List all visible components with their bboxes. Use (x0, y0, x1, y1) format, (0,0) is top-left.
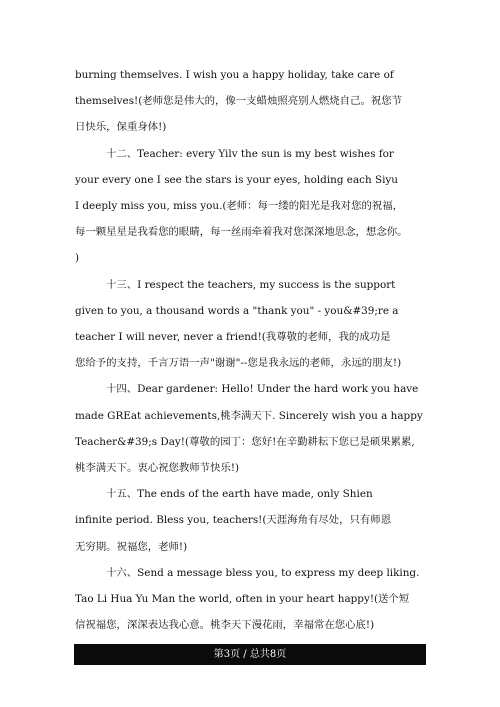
paragraph-start-line: 十六、Send a message bless you, to express my deep liking. (106, 566, 420, 579)
page-number-label: 第3页 / 总共8页 (213, 649, 287, 660)
paragraph-start-line: 十四、Dear gardener: Hello! Under the hard work you have (106, 383, 419, 396)
paragraph-start-line: 十二、Teacher: every Yilv the sun is my best wishes for (106, 147, 394, 160)
text-line: given to you, a thousand words a "thank you" - you&#39;re a (75, 304, 399, 317)
text-line: 您给予的支持，千言万语一声"谢谢"--您是我永远的老师，永远的朋友!) (75, 357, 402, 370)
text-line: 日快乐，保重身体!) (75, 121, 167, 134)
document-body (75, 62, 430, 638)
page-footer (74, 644, 426, 665)
text-line: Tao Li Hua Yu Man the world, often in your heart happy!(送个短 (75, 593, 410, 606)
paragraph-start-line: 十五、The ends of the earth have made, only Shien (106, 488, 373, 501)
text-line: 每一颗星星是我看您的眼睛，每一丝雨牵着我对您深深地思念，想念你。 (75, 226, 408, 239)
text-line: ) (75, 252, 80, 265)
text-line: Teacher&#39;s Day!(尊敬的园丁：您好!在辛勤耕耘下您已是硕果累累, (75, 435, 415, 448)
text-line: burning themselves. I wish you a happy holiday, take care of (75, 69, 394, 81)
paragraph-start-line: 十三、I respect the teachers, my success is the support (106, 278, 396, 291)
text-line: infinite period. Bless you, teachers!(天涯海角有尽处，只有师恩 (75, 514, 392, 527)
text-line: themselves!(老师您是伟大的，像一支蜡烛照亮别人燃烧自己。祝您节 (75, 95, 403, 108)
text-line: I deeply miss you, miss you.(老师：每一缕的阳光是我对您的祝福， (75, 200, 404, 213)
text-line: your every one I see the stars is your eyes, holding each Siyu (75, 173, 398, 186)
text-line: 桃李满天下。衷心祝您教师节快乐!) (75, 462, 240, 475)
text-line: made GREat achievements,桃李满天下. Sincerely wish you a happy (75, 409, 423, 422)
text-line: 信祝福您，深深表达我心意。桃李天下漫花雨，幸福常在您心底!) (75, 619, 375, 632)
text-line: 无穷期。祝福您，老师!) (75, 540, 188, 553)
text-line: teacher I will never, never a friend!(我尊敬的老师，我的成功是 (75, 331, 391, 344)
